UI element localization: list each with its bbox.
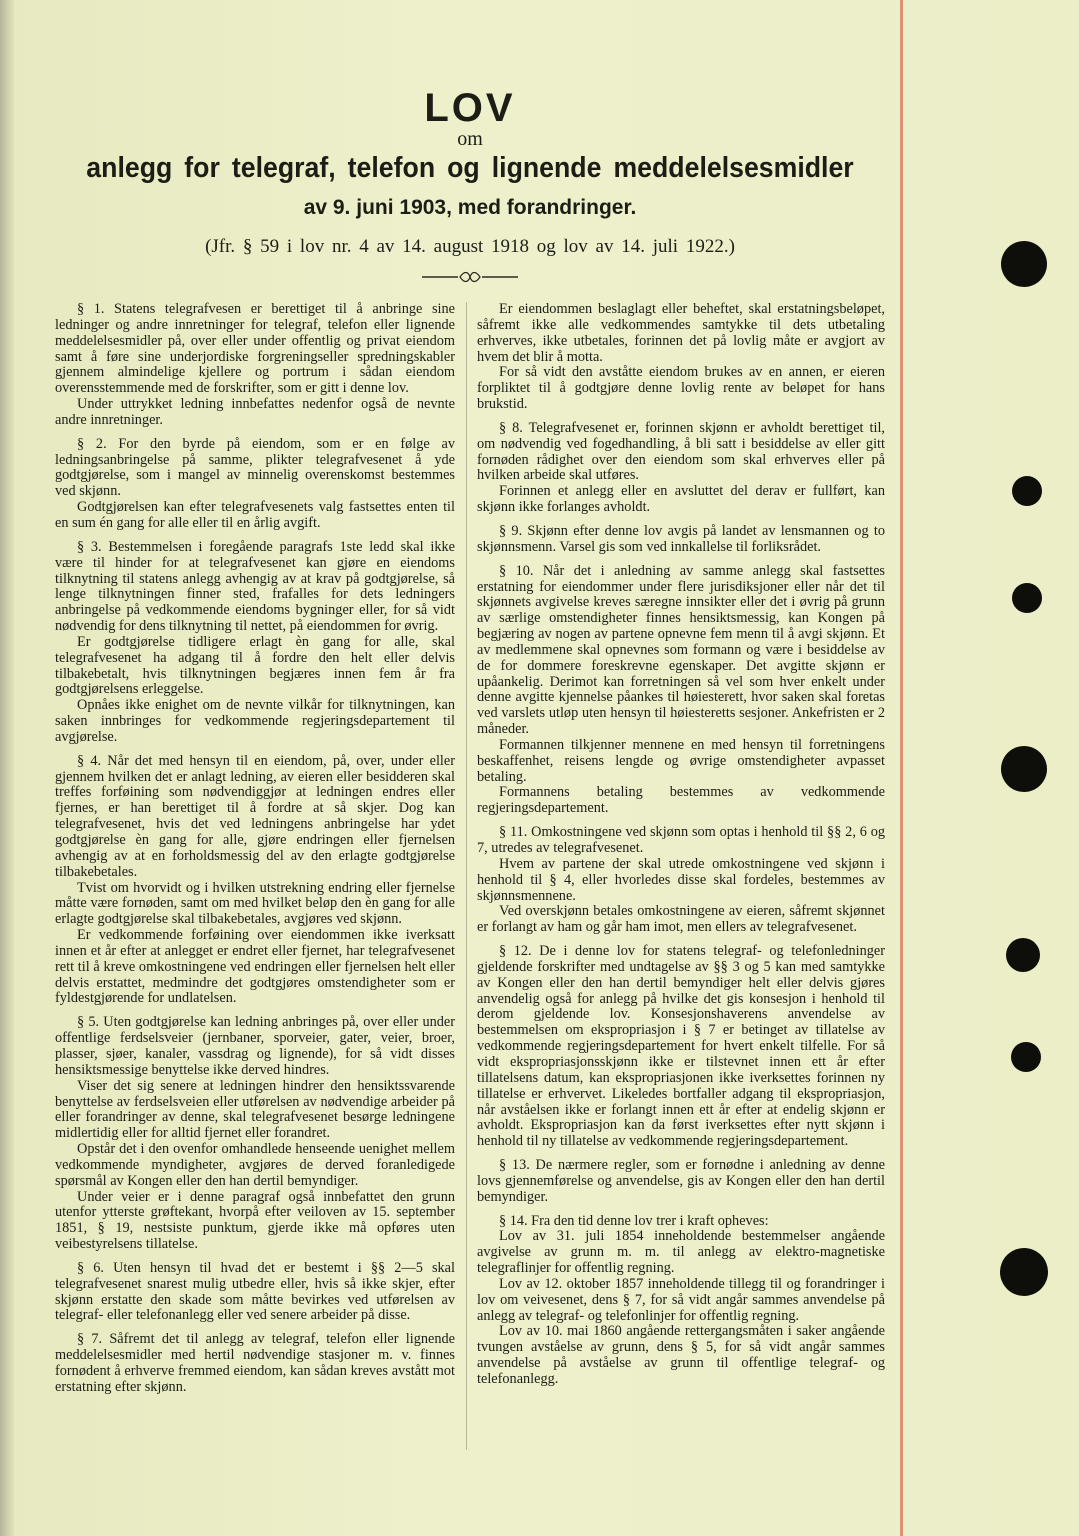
- paragraph-31: Lov av 31. juli 1854 inneholdende bestemmelser angående avgivelse av grunn m. m. til anlegg av elektro-magnetiske telegraflinjer for offentlig regning.: [477, 1228, 885, 1277]
- paragraph-30: § 14. Fra den tid denne lov trer i kraft opheves:: [499, 1212, 769, 1229]
- law-date: av 9. juni 1903, med forandringer.: [303, 196, 637, 219]
- punch-hole-2: [1012, 476, 1042, 506]
- paragraph-33: Lov av 10. mai 1860 angående rettergangsmåten i saker angående tvungen avståelse av grunn, dens § 5, for så vidt angår sammes anvendelse på avståelse av grunn til offentlige telegraf- og telefonanlegg.: [477, 1323, 885, 1387]
- paragraph-7: Opnåes ikke enighet om de nevnte vilkår for tilknytningen, kan saken innbringes for vedkommende regjeringsdepartement til avgjørelse.: [55, 697, 455, 745]
- punch-hole-4: [1001, 746, 1047, 792]
- law-reference: (Jfr. § 59 i lov nr. 4 av 14. august 1918 og lov av 14. juli 1922.): [205, 236, 735, 257]
- paragraph-3: § 2. For den byrde på eiendom, som er en følge av ledningsanbringelse på samme, plikter telegrafvesenet å yde godtgjørelse, som i mangel av minnelig overenskomst bestemmes ved skjønn.: [55, 435, 455, 500]
- paragraph-29: § 13. De nærmere regler, som er fornødne i anledning av denne lovs gjennemførelse og anvendelse, gis av Kongen eller den han dertil bemyndiger.: [477, 1157, 885, 1205]
- law-heading: LOV: [424, 86, 516, 130]
- paragraph-17: Er eiendommen beslaglagt eller beheftet, skal erstatningsbeløpet, såfremt ikke alle vedkommendes samtykke til dets utbetaling erhverves, ikke utbetales, forinnen det på lovlig måte er avgjort av hvem det blir å motta.: [477, 301, 885, 365]
- paragraph-1: § 1. Statens telegrafvesen er berettiget til å anbringe sine ledninger og andre innretninger for telegraf, telefon eller lignende meddelelsesmidler på, over eller under offentlig og privat eiendom samt å føre sine underjordiske forgreningseller spredningskabler gjennem almindelige kjellere og portrum i sådan eiendom overensstemmende med de forskrifter, som er gitt i denne lov.: [55, 301, 455, 397]
- paragraph-14: Under veier er i denne paragraf også innbefattet den grunn utenfor ytterste grøftekant, hvorpå efter veiloven av 15. september 1851, § 19, nestsiste punktum, gjerde ikke må opføres uten veibestyrelsens tillatelse.: [55, 1188, 455, 1253]
- ornament-divider: [420, 270, 520, 284]
- paragraph-5: § 3. Bestemmelsen i foregående paragrafs 1ste ledd skal ikke være til hinder for at telegrafvesenet kan gjøre en eiendoms tilknytning til statens anlegg avhengig av at krav på godtgjørelse, så lenge tilknytningen finner sted, frafalles for dets ledningers anbringelse på vedkommende eiendoms bygninger eller, for så vidt nødvendig for dens tilknytning til nettet, på eiendommen for øvrig.: [55, 538, 455, 635]
- punch-hole-7: [1000, 1248, 1048, 1296]
- right-text-column: [477, 302, 885, 1388]
- paragraph-13: Opstår det i den ovenfor omhandlede henseende uenighet mellem vedkommende myndigheter, avgjøres de derved foranledigede spørsmål av Kongen eller den han dertil bemyndiger.: [55, 1141, 455, 1189]
- paragraph-16: § 7. Såfremt det til anlegg av telegraf, telefon eller lignende meddelelsesmidler med hertil nødvendige stasjoner m. v. finnes fornødent å erhverve fremmed eiendom, kan sådan kreves avstått mot erstatning efter skjønn.: [55, 1331, 455, 1395]
- paragraph-19: § 8. Telegrafvesenet er, forinnen skjønn er avholdt berettiget til, om nødvendig ved fogedhandling, å bli satt i besiddelse av eller gitt fornøden rådighet over den eiendom som skal erhverves eller på hvilken arbeide skal utføres.: [477, 419, 885, 484]
- paragraph-26: Hvem av partene der skal utrede omkostningene ved skjønn i henhold til § 4, eller hvorledes disse skal fordeles, bestemmes av skjønnsmennene.: [477, 855, 885, 904]
- red-margin-rule: [900, 0, 903, 1536]
- paragraph-32: Lov av 12. oktober 1857 inneholdende tillegg til og forandringer i lov om veivesenet, dens § 7, for så vidt angår sammes anvendelse på anlegg av telegraf- og telefonlinjer for offentlig regning.: [477, 1275, 885, 1324]
- paragraph-11: § 5. Uten godtgjørelse kan ledning anbringes på, over eller under offentlige ferdselsveier (jernbaner, sporveier, gater, veier, broer, plasser, sjøer, kanaler, vassdrag og lignende), for så vidt disses hensiktsmessige benyttelse ikke derved hindres.: [55, 1014, 455, 1078]
- column-divider: [466, 302, 467, 1450]
- paragraph-12: Viser det sig senere at ledningen hindrer den hensiktssvarende benyttelse av ferdselsveien eller utførelsen av nødvendige arbeider på eller forandringer av denne, skal telegrafvesenet besørge ledningene midlertidig eller for alltid fjernet eller forandret.: [55, 1077, 455, 1142]
- paragraph-4: Godtgjørelsen kan efter telegrafvesenets valg fastsettes enten til en sum én gang for alle eller til en årlig avgift.: [55, 499, 455, 531]
- paragraph-23: Formannen tilkjenner mennene en med hensyn til forretningens beskaffenhet, reisens lengde og øvrige omstendigheter avpasset betaling.: [477, 736, 885, 785]
- paragraph-24: Formannens betaling bestemmes av vedkommende regjeringsdepartement.: [477, 784, 885, 817]
- paragraph-25: § 11. Omkostningene ved skjønn som optas i henhold til §§ 2, 6 og 7, utredes av telegrafvesenet.: [477, 824, 885, 856]
- paragraph-6: Er godtgjørelse tidligere erlagt èn gang for alle, skal telegrafvesenet ha adgang til å fordre den helt eller delvis tilbakebetalt, hvis tilknytningen begjæres innen fem år fra godtgjørelsens erleggelse.: [55, 633, 455, 698]
- paragraph-27: Ved overskjønn betales omkostningene av eieren, såfremt skjønnet er forlangt av ham og går ham imot, men ellers av telegrafvesenet.: [477, 903, 885, 936]
- heading-om: om: [457, 128, 483, 150]
- paragraph-2: Under uttrykket ledning innbefattes nedenfor også de nevnte andre innretninger.: [55, 396, 455, 428]
- paragraph-21: § 9. Skjønn efter denne lov avgis på landet av lensmannen og to skjønnsmenn. Varsel gis som ved innkallelse til forliksrådet.: [477, 522, 885, 555]
- paragraph-8: § 4. Når det med hensyn til en eiendom, på, over, under eller gjennem hvilken det er anlagt ledning, av eieren eller besidderen skal treffes forføining som nødvendiggjør at ledningen endres eller fjernes, er han berettiget til å fordre at så skjer. Dog kan telegrafvesenet, hvis det ved ledningens anbringelse har ydet godtgjørelse èn gang for alle, gjøre endringen eller fjernelsen avhengig av at en forholdsmessig del av den erlagte godtgjørelse tilbakebetales.: [55, 752, 455, 880]
- paragraph-28: § 12. De i denne lov for statens telegraf- og telefonledninger gjeldende forskrifter med undtagelse av §§ 3 og 5 kan med samtykke av Kongen eller den han dertil bemyndiger helt eller delvis gjøres anvendelig også for anlegg på hvilke det gis konsesjon i henhold til derom gjeldende lov. Konsesjonshaverens anvendelse av bestemmelsen om ekspropriasjon i § 7 er betinget av tillatelse av vedkommende regjeringsdepartement for hvert enkelt tilfelle. For så vidt ekspropriasjonsskjønn ikke er tilstevnet innen ett år efter tillatelsens datum, kan ekspropriasjonen ikke iverksettes forinnen ny tillatelse er erhvervet. Likeledes bortfaller adgang til ekspropriasjon, når avståelsen ikke er forlangt innen ett år efter at endelig skjønn er avholdt. Ekspropriasjon kan da først iverksettes efter nytt skjønn i henhold til ny tillatelse av vedkommende regjeringsdepartement.: [477, 943, 885, 1150]
- punch-hole-6: [1011, 1042, 1041, 1072]
- punch-hole-3: [1012, 583, 1042, 613]
- paragraph-9: Tvist om hvorvidt og i hvilken utstrekning endring eller fjernelse måtte være fornøden, samt om med hvilket beløp den èn gang for alle erlagte godtgjørelse skal tilbakebetales, avgjøres ved skjønn.: [55, 879, 455, 928]
- punch-hole-5: [1006, 938, 1040, 972]
- paragraph-18: For så vidt den avståtte eiendom brukes av en annen, er eieren forpliktet til å godtgjøre denne lovlig rente av beløpet for hans brukstid.: [477, 364, 885, 413]
- paragraph-15: § 6. Uten hensyn til hvad det er bestemt i §§ 2—5 skal telegrafvesenet snarest mulig utbedre eller, hvis så ikke skjer, efter skjønn erstatte den skade som måtte bevirkes ved utførelsen av telegraf- eller telefonanlegg eller ved senere arbeider på disse.: [55, 1259, 455, 1324]
- page-edge-shadow: [0, 0, 14, 1536]
- paragraph-10: Er vedkommende forføining over eiendommen ikke iverksatt innen et år efter at anlegget er endret eller fjernet, har telegrafvesenet rett til å kreve omkostningene ved endringen eller fjernelsen helt eller delvis erstattet, medmindre det godtgjøres omstendigheter som er fyldestgjørende for undlatelsen.: [55, 927, 455, 1007]
- paragraph-22: § 10. Når det i anledning av samme anlegg skal fastsettes erstatning for eiendommer under flere jurisdiksjoner eller når det til skjønnets avgivelse kreves særegne innsikter eller det i øvrig på grunn av særlige omstendigheter finnes hensiktsmessig, kan Kongen på begjæring av nogen av partene opnevne fem menn til å avgi skjønn. Et av medlemmene skal opnevnes som formann og være i besiddelse av de for dommere foreskrevne egenskaper. Det avgitte skjønn er upåankelig. Derimot kan forretningen så vel som hver enkelt under denne avgitte kjennelse påankes til høiesterett, hvor saken skal foretas ved varslets utløp uten hensyn til høiesteretts sesjoner. Ankefristen er 2 måneder.: [477, 562, 885, 738]
- paragraph-20: Forinnen et anlegg eller en avsluttet del derav er fullført, kan skjønn ikke forlanges avholdt.: [477, 483, 885, 516]
- punch-hole-1: [1001, 241, 1047, 287]
- left-text-column: [55, 302, 455, 1396]
- law-subject-title: anlegg for telegraf, telefon og lignende meddelelsesmidler: [86, 152, 854, 184]
